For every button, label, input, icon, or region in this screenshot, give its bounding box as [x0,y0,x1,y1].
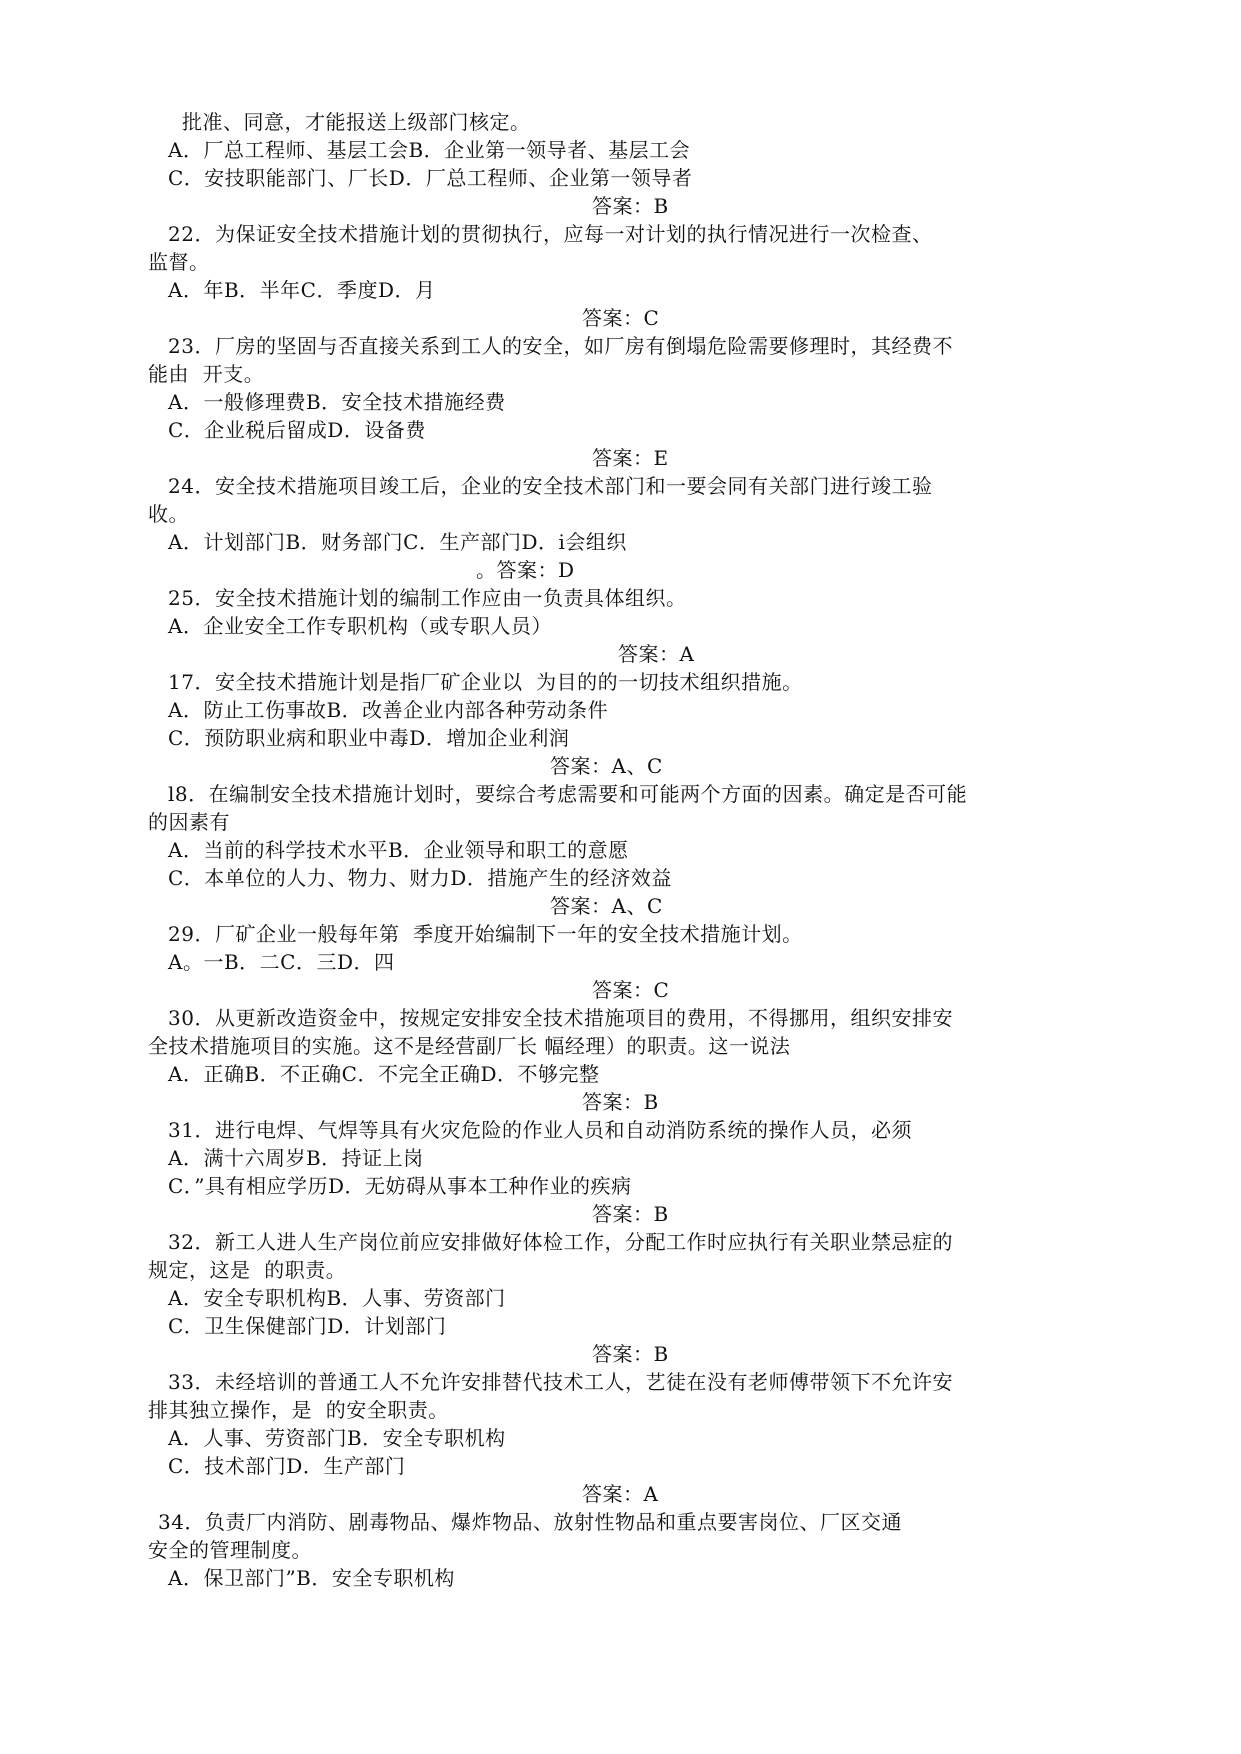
text-line: 规定，这是 的职责。 [148,1258,347,1282]
text-line: A．年B．半年C．季度D．月 [168,278,436,302]
text-line: A．人事、劳资部门B．安全专职机构 [168,1426,506,1450]
text-line: 排其独立操作，是 的安全职责。 [148,1398,449,1422]
text-line: A．厂总工程师、基层工会B．企业第一领导者、基层工会 [168,138,691,162]
question-line: 32．新工人进人生产岗位前应安排做好体检工作，分配工作时应执行有关职业禁忌症的 [168,1230,953,1254]
answer-line: 答案：B [592,1202,669,1226]
answer-line: 答案：C [592,978,670,1002]
text-line: C．”具有相应学历D．无妨碍从事本工种作业的疾病 [168,1174,632,1198]
question-line: 23．厂房的坚固与否直接关系到工人的安全，如厂房有倒塌危险需要修理时，其经费不 [168,334,953,358]
answer-line: 答案：C [582,306,660,330]
answer-line: 答案：A [582,1482,659,1506]
text-line: A．正确B．不正确C．不完全正确D．不够完整 [168,1062,600,1086]
text-line: 批准、同意，才能报送上级部门核定。 [182,110,531,134]
text-line: 安全的管理制度。 [148,1538,312,1562]
text-line: A．当前的科学技术水平B．企业领导和职工的意愿 [168,838,629,862]
answer-line: 答案：B [592,194,669,218]
text-line: C．卫生保健部门D．计划部门 [168,1314,447,1338]
answer-line: 答案：B [592,1342,669,1366]
text-line: A．满十六周岁B．持证上岗 [168,1146,424,1170]
text-line: 的因素有 [148,810,230,834]
text-line: 收。 [148,502,189,526]
text-line: A．安全专职机构B．人事、劳资部门 [168,1286,506,1310]
question-line: 17．安全技术措施计划是指厂矿企业以 为目的的一切技术组织措施。 [168,670,803,694]
text-line: C．预防职业病和职业中毒D．增加企业利润 [168,726,570,750]
question-line: 22．为保证安全技术措施计划的贯彻执行，应每一对计划的执行情况进行一次检查、 [168,222,933,246]
text-line: A．一般修理费B．安全技术措施经费 [168,390,506,414]
text-line: A．防止工伤事故B．改善企业内部各种劳动条件 [168,698,609,722]
text-line: 监督。 [148,250,210,274]
text-line: C．技术部门D．生产部门 [168,1454,406,1478]
answer-line: 答案：A、C [550,754,663,778]
text-line: C．企业税后留成D．设备费 [168,418,426,442]
text-line: A．企业安全工作专职机构（或专职人员） [168,614,552,638]
answer-line: 。答案：D [476,558,575,582]
text-line: C．本单位的人力、物力、财力D．措施产生的经济效益 [168,866,672,890]
text-line: A．保卫部门”B．安全专职机构 [168,1566,455,1590]
text-line: 能由 开支。 [148,362,265,386]
answer-line: 答案：B [582,1090,659,1114]
text-line: C．安技职能部门、厂长D．厂总工程师、企业第一领导者 [168,166,693,190]
question-line: 29．厂矿企业一般每年第 季度开始编制下一年的安全技术措施计划。 [168,922,803,946]
answer-line: 答案：E [592,446,669,470]
question-line: 31．进行电焊、气焊等具有火灾危险的作业人员和自动消防系统的操作人员，必须 [168,1118,912,1142]
question-line: 34．负责厂内消防、剧毒物品、爆炸物品、放射性物品和重点要害岗位、厂区交通 [158,1510,902,1534]
text-line: A．计划部门B．财务部门C．生产部门D．i会组织 [168,530,627,554]
question-line: 30．从更新改造资金中，按规定安排安全技术措施项目的费用，不得挪用，组织安排安 [168,1006,953,1030]
question-line: l8．在编制安全技术措施计划时，要综合考虑需要和可能两个方面的因素。确定是否可能 [168,782,968,806]
question-line: 25．安全技术措施计划的编制工作应由一负责具体组织。 [168,586,687,610]
text-line: 全技术措施项目的实施。这不是经营副厂长 幅经理）的职责。这一说法 [148,1034,791,1058]
text-line: A。一B．二C．三D．四 [168,950,395,974]
question-line: 24．安全技术措施项目竣工后，企业的安全技术部门和一要会同有关部门进行竣工验 [168,474,933,498]
answer-line: 答案：A [618,642,695,666]
answer-line: 答案：A、C [550,894,663,918]
question-line: 33．未经培训的普通工人不允许安排替代技术工人，艺徒在没有老师傅带领下不允许安 [168,1370,953,1394]
